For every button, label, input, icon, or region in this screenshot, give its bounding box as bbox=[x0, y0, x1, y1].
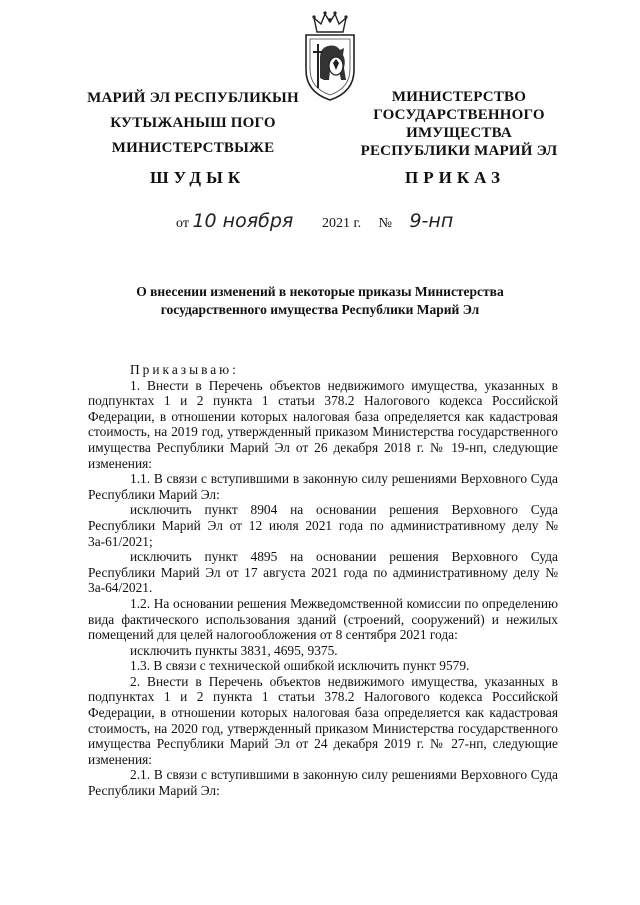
date-year: 2021 г. bbox=[321, 216, 362, 231]
doc-type-mari: ШУДЫК bbox=[150, 168, 246, 187]
body-paragraph: исключить пункт 4895 на основании решения Верховного Суда Республики Марий Эл от 17 августа 2021 года по административному делу № 3а-64/2021. bbox=[88, 549, 558, 596]
body-paragraph: 1. Внести в Перечень объектов недвижимого имущества, указанных в подпунктах 1 и 2 пункта 1 статьи 378.2 Налогового кодекса Российской Федерации, в отношении которых налоговая база определяется как кадастровая стоимость, на 2019 год, утвержденный приказом Министерства государственного имущества Республики Марий Эл от 26 декабря 2018 г. № 19-нп, следующие изменения: bbox=[88, 377, 558, 471]
body-paragraph: 1.3. В связи с технической ошибкой исключить пункт 9579. bbox=[130, 658, 470, 674]
handwritten-number: 9-нп bbox=[409, 210, 454, 232]
body-paragraph: 1.2. На основании решения Межведомственной комиссии по определению вида фактического использования зданий (строений, сооружений) и нежилых помещений для целей налогообложения от 8 сентября 2021 года: bbox=[88, 595, 558, 643]
coat-of-arms-emblem bbox=[300, 8, 360, 103]
body-paragraph: 1.1. В связи с вступившими в законную силу решениями Верховного Суда Республики Марий Эл: bbox=[88, 471, 558, 502]
header-left-line: КУТЫЖАНЫШ ПОГО bbox=[110, 115, 276, 131]
header-left-block bbox=[82, 88, 304, 159]
header-right-line: РЕСПУБЛИКИ МАРИЙ ЭЛ bbox=[360, 143, 558, 159]
body-paragraph: исключить пункт 8904 на основании решения Верховного Суда Республики Марий Эл от 12 июля 2021 года по административному делу № 3а-61/2021; bbox=[88, 502, 558, 549]
header-left-line: МИНИСТЕРСТВЫЖЕ bbox=[111, 140, 275, 156]
header-right-line: ГОСУДАРСТВЕННОГО bbox=[373, 107, 545, 123]
handwritten-date: 10 ноября bbox=[192, 210, 294, 232]
body-lead: Приказываю: bbox=[130, 362, 239, 377]
header-right-line: МИНИСТЕРСТВО bbox=[391, 89, 527, 105]
body-paragraph: исключить пункты 3831, 4695, 9375. bbox=[130, 642, 338, 658]
doc-type-russian: ПРИКАЗ bbox=[405, 168, 505, 187]
date-number-line bbox=[176, 210, 453, 232]
body-paragraph: 2. Внести в Перечень объектов недвижимого имущества, указанных в подпунктах 1 и 2 пункта 1 статьи 378.2 Налогового кодекса Российской Федерации, в отношении которых налоговая база определяется как кадастровая стоимость, на 2020 год, утвержденный приказом Министерства государственного имущества Республики Марий Эл от 24 декабря 2019 г. № 27-нп, следующие изменения: bbox=[88, 673, 558, 767]
subject-line: О внесении изменений в некоторые приказы Министерства bbox=[136, 284, 504, 299]
header-left-line: МАРИЙ ЭЛ РЕСПУБЛИКЫН bbox=[87, 90, 299, 106]
document-body bbox=[88, 362, 558, 799]
body-paragraph: 2.1. В связи с вступившими в законную силу решениями Верховного Суда Республики Марий Эл: bbox=[88, 767, 558, 799]
date-prefix: от bbox=[176, 216, 189, 231]
subject-line: государственного имущества Республики Марий Эл bbox=[160, 302, 480, 317]
header-right-line: ИМУЩЕСТВА bbox=[406, 125, 512, 141]
document-subject bbox=[96, 283, 544, 319]
header-right-block bbox=[352, 88, 566, 160]
number-sign: № bbox=[378, 216, 392, 231]
